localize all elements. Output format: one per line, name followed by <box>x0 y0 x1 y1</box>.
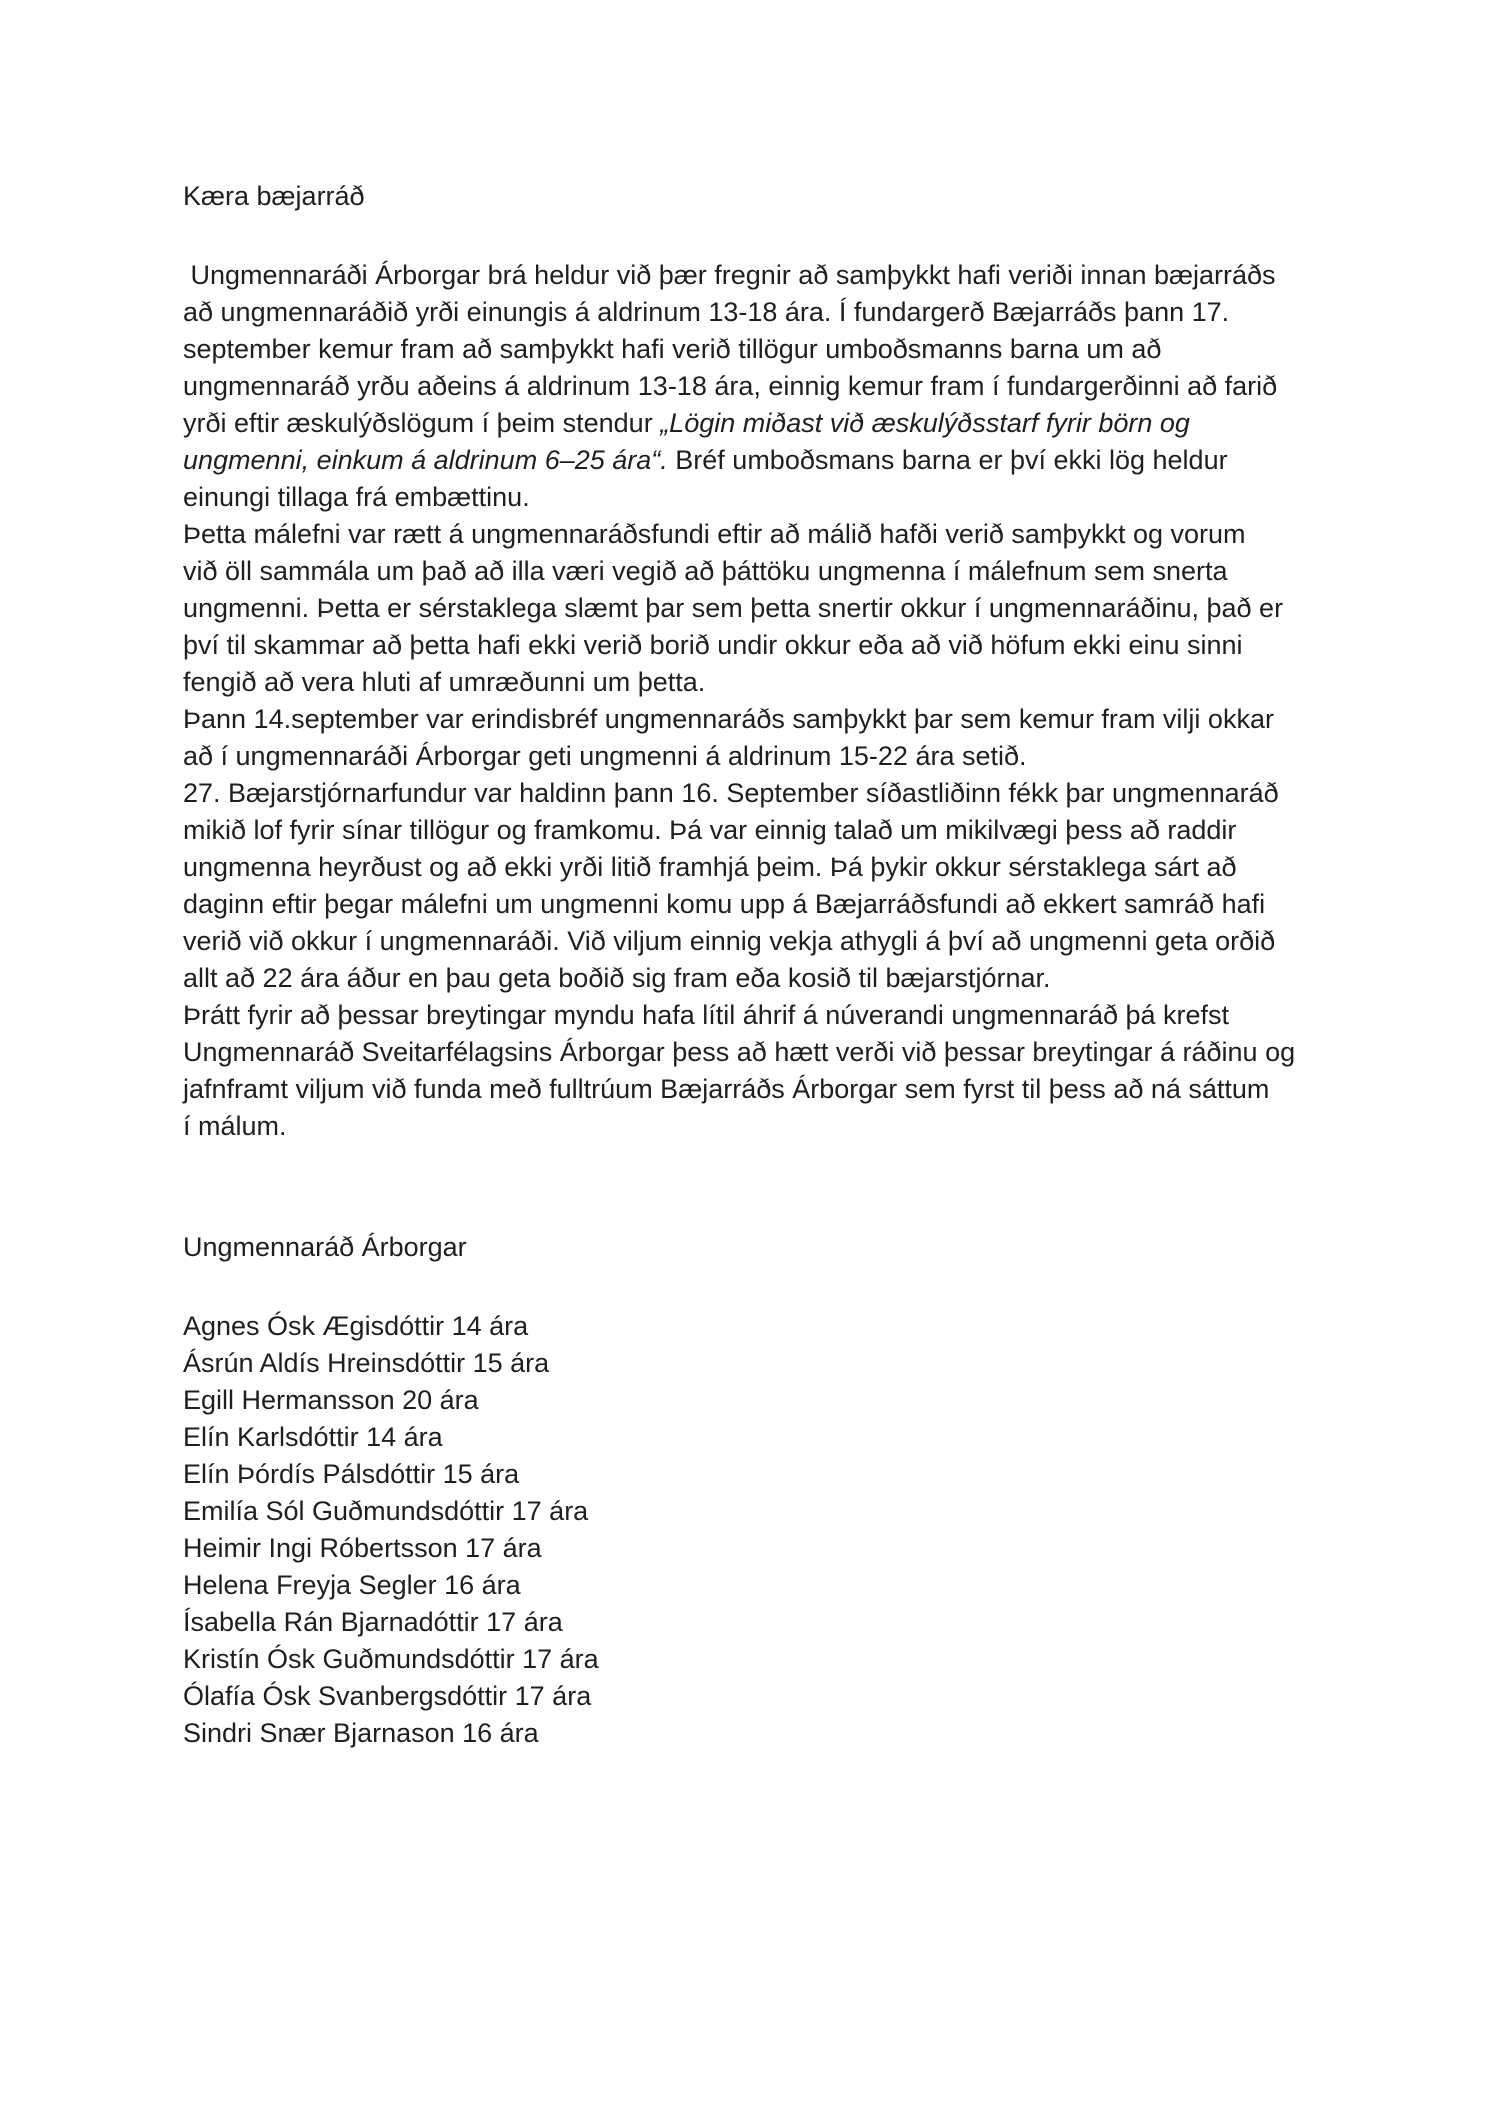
law-quote: „Lögin miðast við æskulýðsstarf fyrir börn og <box>660 408 1190 438</box>
member-item: Egill Hermansson 20 ára <box>183 1385 479 1415</box>
paragraph-5-line: í málum. <box>183 1111 287 1141</box>
paragraph-2-line: ungmenni. Þetta er sérstaklega slæmt þar sem þetta snertir okkur í ungmennaráðinu, það er <box>183 593 1284 623</box>
paragraph-5-line: Ungmennaráð Sveitarfélagsins Árborgar þess að hætt verði við þessar breytingar á ráðinu og <box>183 1037 1296 1067</box>
member-item: Elín Þórdís Pálsdóttir 15 ára <box>183 1459 520 1489</box>
member-item: Ásrún Aldís Hreinsdóttir 15 ára <box>183 1348 550 1378</box>
paragraph-1-line <box>183 405 1333 442</box>
paragraph-1-line <box>183 442 1333 479</box>
paragraph-1-line: að ungmennaráðið yrði einungis á aldrinum 13-18 ára. Í fundargerð Bæjarráðs þann 17. <box>183 297 1230 327</box>
paragraph-5-line: jafnframt viljum við funda með fulltrúum Bæjarráðs Árborgar sem fyrst til þess að ná sáttum <box>183 1074 1270 1104</box>
member-item: Heimir Ingi Róbertsson 17 ára <box>183 1533 542 1563</box>
paragraph-2-line: því til skammar að þetta hafi ekki verið borið undir okkur eða að við höfum ekki einu sinni <box>183 630 1243 660</box>
paragraph-3-line: að í ungmennaráði Árborgar geti ungmenni á aldrinum 15-22 ára setið. <box>183 741 1027 771</box>
paragraph-4-line: 27. Bæjarstjórnarfundur var haldinn þann 16. September síðastliðinn fékk þar ungmennaráð <box>183 778 1279 808</box>
member-item: Sindri Snær Bjarnason 16 ára <box>183 1718 539 1748</box>
paragraph-5-line: Þrátt fyrir að þessar breytingar myndu hafa lítil áhrif á núverandi ungmennaráð þá krefst <box>183 1000 1230 1030</box>
paragraph-5 <box>183 997 1333 1145</box>
member-item: Ólafía Ósk Svanbergsdóttir 17 ára <box>183 1681 592 1711</box>
paragraph-4-line: mikið lof fyrir sínar tillögur og framkomu. Þá var einnig talað um mikilvægi þess að raddir <box>183 815 1237 845</box>
paragraph-2-line: Þetta málefni var rætt á ungmennaráðsfundi eftir að málið hafði verið samþykkt og vorum <box>183 519 1246 549</box>
paragraph-2 <box>183 516 1333 701</box>
paragraph-1-line: einungi tillaga frá embættinu. <box>183 482 530 512</box>
salutation: Kæra bæjarráð <box>183 181 365 211</box>
paragraph-1-line: Ungmennaráði Árborgar brá heldur við þær fregnir að samþykkt hafi veriði innan bæjarráðs <box>183 260 1276 290</box>
paragraph-4-line: allt að 22 ára áður en þau geta boðið sig fram eða kosið til bæjarstjórnar. <box>183 963 1051 993</box>
law-quote: ungmenni, einkum á aldrinum 6–25 ára“. <box>183 445 668 475</box>
paragraph-1-line: ungmennaráð yrðu aðeins á aldrinum 13-18 ára, einnig kemur fram í fundargerðinni að farið <box>183 371 1278 401</box>
paragraph-4-line: daginn eftir þegar málefni um ungmenni komu upp á Bæjarráðsfundi að ekkert samráð hafi <box>183 889 1266 919</box>
member-item: Elín Karlsdóttir 14 ára <box>183 1422 443 1452</box>
paragraph-4-line: verið við okkur í ungmennaráði. Við viljum einnig vekja athygli á því að ungmenni geta orðið <box>183 926 1276 956</box>
paragraph-3 <box>183 701 1333 775</box>
member-item: Emilía Sól Guðmundsdóttir 17 ára <box>183 1496 589 1526</box>
paragraph-2-line: fengið að vera hluti af umræðunni um þetta. <box>183 667 706 697</box>
signature: Ungmennaráð Árborgar <box>183 1232 467 1262</box>
member-item: Agnes Ósk Ægisdóttir 14 ára <box>183 1311 529 1341</box>
paragraph-3-line: Þann 14.september var erindisbréf ungmennaráðs samþykkt þar sem kemur fram vilji okkar <box>183 704 1274 734</box>
member-item: Kristín Ósk Guðmundsdóttir 17 ára <box>183 1644 599 1674</box>
letter-page <box>183 178 1333 1752</box>
paragraph-1 <box>183 257 1333 516</box>
paragraph-2-line: við öll sammála um það að illa væri vegið að þáttöku ungmenna í málefnum sem snerta <box>183 556 1228 586</box>
text-segment: yrði eftir æskulýðslögum í þeim stendur <box>183 408 661 438</box>
member-item: Helena Freyja Segler 16 ára <box>183 1570 521 1600</box>
paragraph-1-line: september kemur fram að samþykkt hafi verið tillögur umboðsmanns barna um að <box>183 334 1162 364</box>
member-item: Ísabella Rán Bjarnadóttir 17 ára <box>183 1607 563 1637</box>
paragraph-4-line: ungmenna heyrðust og að ekki yrði litið framhjá þeim. Þá þykir okkur sérstaklega sárt að <box>183 852 1237 882</box>
paragraph-4 <box>183 775 1333 997</box>
text-segment: Bréf umboðsmans barna er því ekki lög heldur <box>667 445 1228 475</box>
member-list <box>183 1308 1333 1752</box>
